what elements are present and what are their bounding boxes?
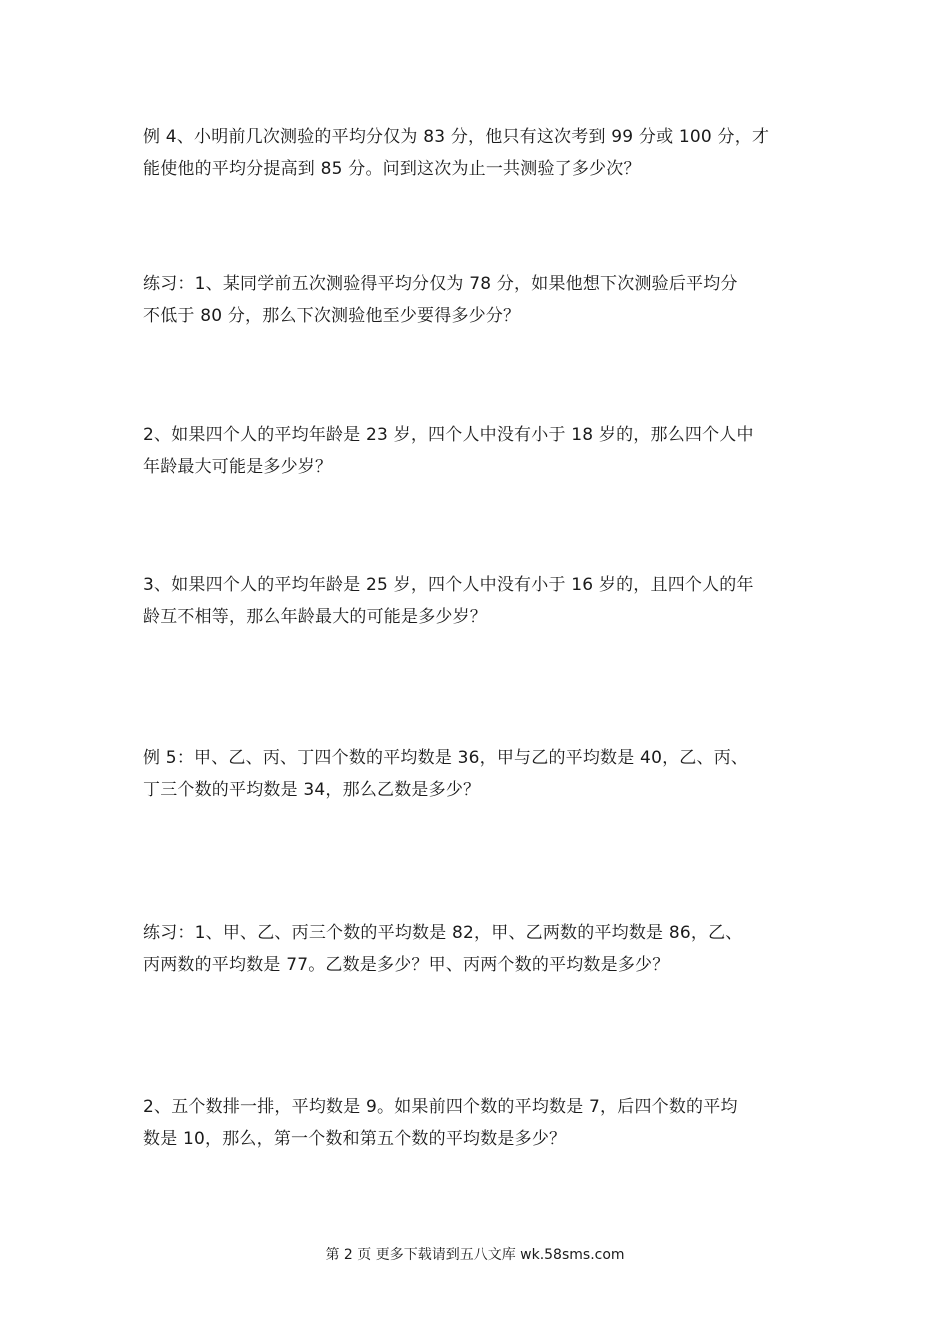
exercise-1-paragraph (143, 268, 811, 332)
exercise-2-paragraph (143, 419, 811, 483)
paragraph-line: 年龄最大可能是多少岁？ (143, 457, 333, 477)
paragraph-line: 例 5：甲、乙、丙、丁四个数的平均数是 36，甲与乙的平均数是 40，乙、丙、 (143, 748, 749, 768)
example-5-paragraph (143, 742, 811, 806)
exercise-3-paragraph (143, 569, 811, 633)
page-footer: 第 2 页 更多下载请到五八文库 wk.58sms.com (325, 1247, 625, 1263)
paragraph-line: 龄互不相等，那么年龄最大的可能是多少岁？ (143, 607, 487, 627)
paragraph-line: 练习：1、某同学前五次测验得平均分仅为 78 分，如果他想下次测验后平均分 (143, 274, 738, 294)
paragraph-line: 2、如果四个人的平均年龄是 23 岁，四个人中没有小于 18 岁的，那么四个人中 (143, 425, 754, 445)
paragraph-line: 不低于 80 分，那么下次测验他至少要得多少分？ (143, 306, 521, 326)
paragraph-line: 练习：1、甲、乙、丙三个数的平均数是 82，甲、乙两数的平均数是 86，乙、 (143, 923, 743, 943)
paragraph-line: 例 4、小明前几次测验的平均分仅为 83 分，他只有这次考到 99 分或 100 分，才 (143, 127, 770, 147)
example-4-paragraph (143, 121, 811, 185)
exercise-5-1-paragraph (143, 917, 811, 981)
paragraph-line: 数是 10，那么，第一个数和第五个数的平均数是多少？ (143, 1129, 567, 1149)
paragraph-line: 丁三个数的平均数是 34，那么乙数是多少？ (143, 780, 481, 800)
paragraph-line: 2、五个数排一排，平均数是 9。如果前四个数的平均数是 7，后四个数的平均 (143, 1097, 738, 1117)
paragraph-line: 丙两数的平均数是 77。乙数是多少？甲、丙两个数的平均数是多少？ (143, 955, 670, 975)
paragraph-line: 能使他的平均分提高到 85 分。问到这次为止一共测验了多少次？ (143, 159, 641, 179)
paragraph-line: 3、如果四个人的平均年龄是 25 岁，四个人中没有小于 16 岁的，且四个人的年 (143, 575, 754, 595)
exercise-5-2-paragraph (143, 1091, 811, 1155)
